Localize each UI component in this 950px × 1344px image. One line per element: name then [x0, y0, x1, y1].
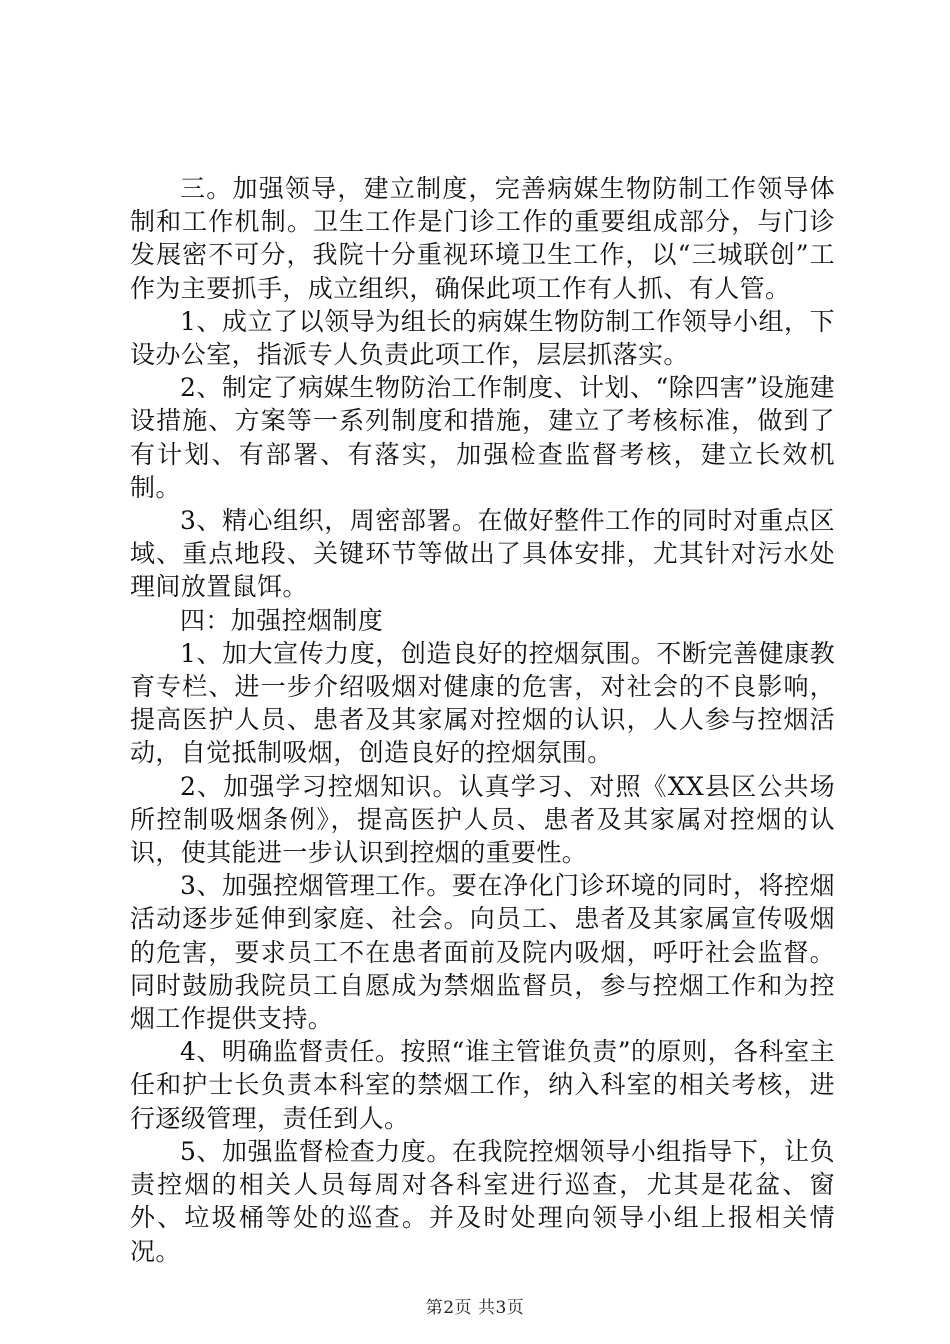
- paragraph-smoking-2: 2、加强学习控烟知识。认真学习、对照《XX县区公共场所控制吸烟条例》，提高医护人员、患者及其家属对控烟的认识，使其能进一步认识到控烟的重要性。: [130, 771, 835, 868]
- section-heading-four: 四：加强控烟制度: [180, 605, 384, 635]
- paragraph-item-1: 1、成立了以领导为组长的病媒生物防制工作领导小组，下设办公室，指派专人负责此项工作，层层抓落实。: [130, 306, 835, 370]
- paragraph-item-3: 3、精心组织，周密部署。在做好整件工作的同时对重点区域、重点地段、关键环节等做出了具体安排，尤其针对污水处理间放置鼠饵。: [130, 506, 835, 602]
- paragraph-smoking-1: 1、加大宣传力度，创造良好的控烟氛围。不断完善健康教育专栏、进一步介绍吸烟对健康的危害，对社会的不良影响，提高医护人员、患者及其家属对控烟的认识，人人参与控烟活动，自觉抵制吸烟，创造良好的控烟氛围。: [130, 638, 835, 768]
- document-body: [130, 172, 835, 1268]
- paragraph-smoking-4: 4、明确监督责任。按照“谁主管谁负责”的原则，各科室主任和护士长负责本科室的禁烟工作，纳入科室的相关考核，进行逐级管理，责任到人。: [130, 1037, 835, 1133]
- paragraph-smoking-5: 5、加强监督检查力度。在我院控烟领导小组指导下，让负责控烟的相关人员每周对各科室进行巡查，尤其是花盆、窗外、垃圾桶等处的巡查。并及时处理向领导小组上报相关情况。: [130, 1136, 835, 1266]
- page-number-footer: 第2页 共3页: [425, 1298, 525, 1318]
- paragraph-smoking-3: 3、加强控烟管理工作。要在净化门诊环境的同时，将控烟活动逐步延伸到家庭、社会。向员工、患者及其家属宣传吸烟的危害，要求员工不在患者面前及院内吸烟，呼吁社会监督。同时鼓励我院员工自愿成为禁烟监督员，参与控烟工作和为控烟工作提供支持。: [130, 871, 835, 1034]
- paragraph-section-three: 三。加强领导，建立制度，完善病媒生物防制工作领导体制和工作机制。卫生工作是门诊工作的重要组成部分，与门诊发展密不可分，我院十分重视环境卫生工作，以“三城联创”工作为主要抓手，成立组织，确保此项工作有人抓、有人管。: [130, 174, 835, 303]
- paragraph-item-2: 2、制定了病媒生物防治工作制度、计划、“除四害”设施建设措施、方案等一系列制度和措施，建立了考核标准，做到了有计划、有部署、有落实，加强检查监督考核，建立长效机制。: [130, 373, 835, 502]
